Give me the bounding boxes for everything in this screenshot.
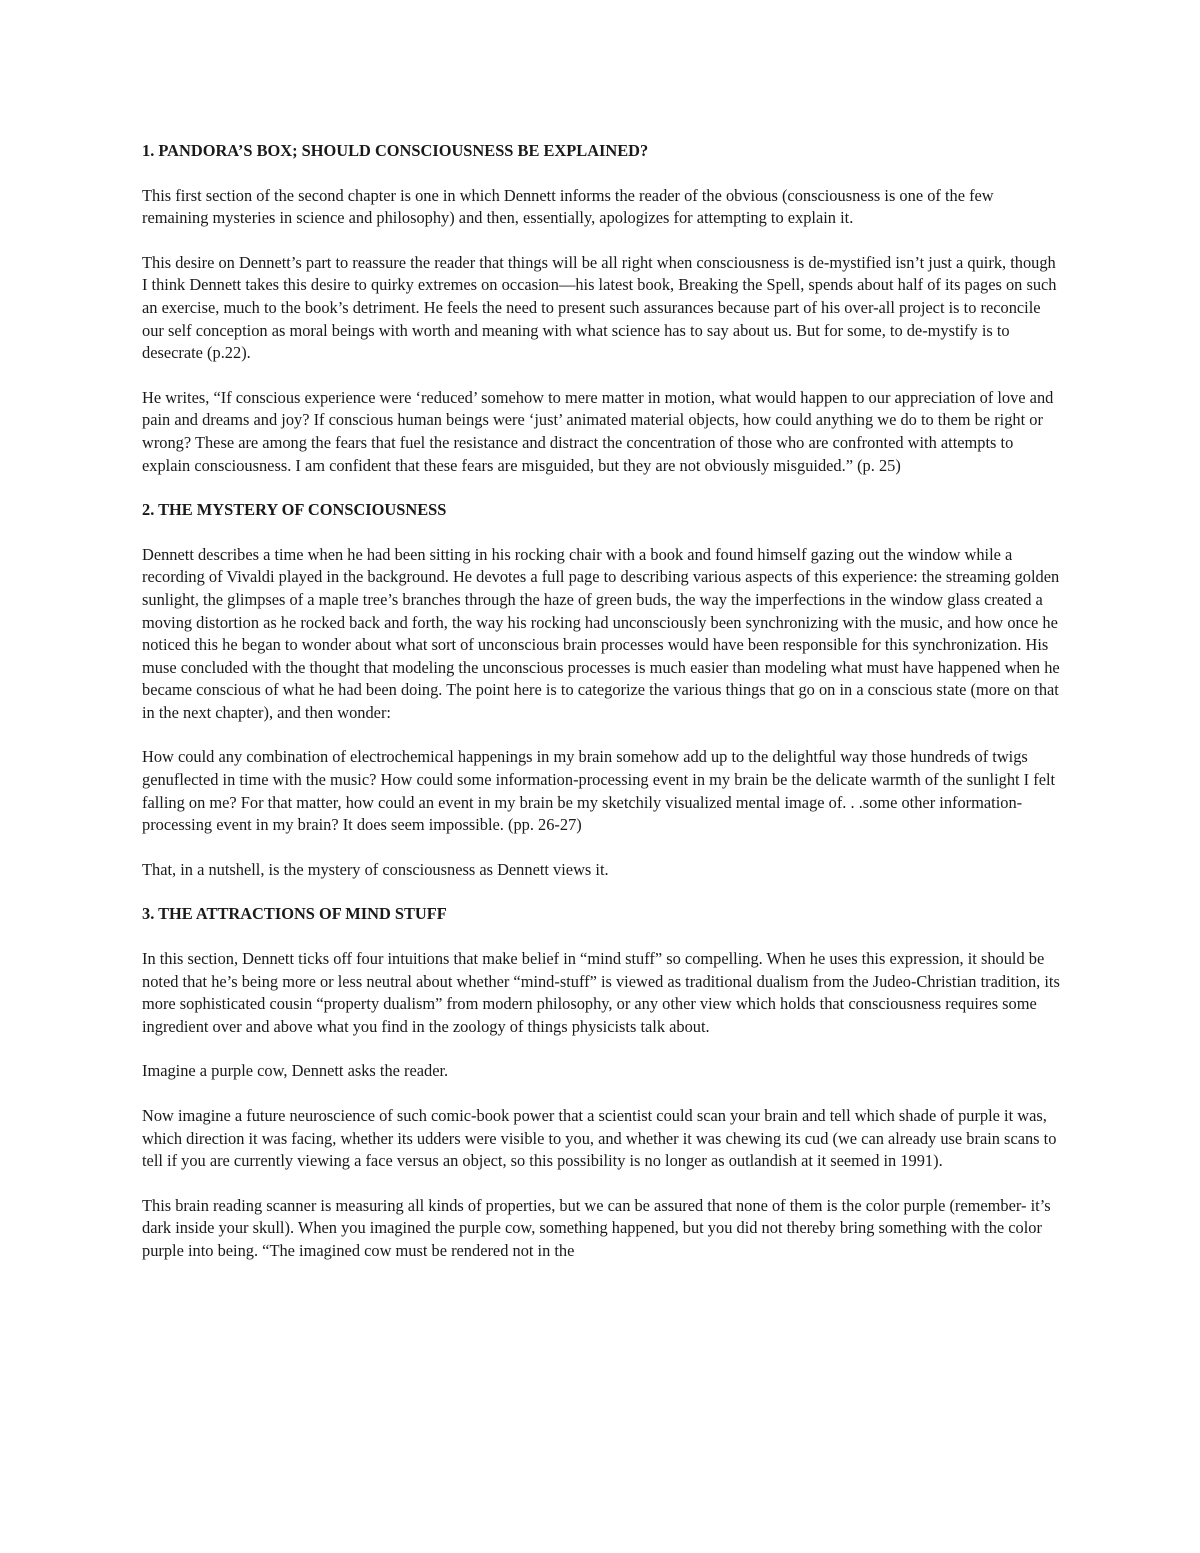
paragraph: This brain reading scanner is measuring all kinds of properties, but we can be assured that none of them is the color purple (remember- it’s dark inside your skull). When you imagined the purple cow, something happened, but you did not thereby bring something with the color purple into being. “The imagined cow must be rendered not in the	[142, 1195, 1051, 1260]
section-heading: 2. THE MYSTERY OF CONSCIOUSNESS	[142, 500, 447, 520]
paragraph: Dennett describes a time when he had been sitting in his rocking chair with a book and found himself gazing out the window while a recording of Vivaldi played in the background. He devotes a full page to describing various aspects of this experience: the streaming golden sunlight, the glimpses of a maple tree’s branches through the haze of green buds, the way the imperfections in the window glass created a moving distortion as he rocked back and forth, the way his rocking had unconsciously been synchronizing with the music, and how once he noticed this he began to wonder about what sort of unconscious brain processes would have been responsible for this synchronization. His muse concluded with the thought that modeling the unconscious processes is much easier than modeling what must have happened when he became conscious of what he had been doing. The point here is to categorize the various things that go on in a conscious state (more on that in the next chapter), and then wonder:	[142, 544, 1060, 722]
quote-paragraph: How could any combination of electrochemical happenings in my brain somehow add up to the delightful way those hundreds of twigs genuflected in time with the music? How could some information-processing event in my brain be the delicate warmth of the sunlight I felt falling on me? For that matter, how could an event in my brain be my sketchily visualized mental image of. . .some other information-processing event in my brain? It does seem impossible. (pp. 26-27)	[142, 747, 1056, 835]
paragraph: He writes, “If conscious experience were ‘reduced’ somehow to mere matter in motion, what would happen to our appreciation of love and pain and dreams and joy? If conscious human beings were ‘just’ animated material objects, how could anything we do to them be right or wrong? These are among the fears that fuel the resistance and distract the concentration of those who are confronted with attempts to explain consciousness. I am confident that these fears are misguided, but they are not obviously misguided.” (p. 25)	[142, 387, 1054, 475]
section-pandoras-box	[142, 140, 1062, 477]
paragraph: In this section, Dennett ticks off four intuitions that make belief in “mind stuff” so compelling. When he uses this expression, it should be noted that he’s being more or less neutral about whether “mind-stuff” is viewed as traditional dualism from the Judeo-Christian tradition, its more sophisticated cousin “property dualism” from modern philosophy, or any other view which holds that consciousness requires some ingredient over and above what you find in the zoology of things physicists talk about.	[142, 949, 1060, 1036]
paragraph: Imagine a purple cow, Dennett asks the reader.	[142, 1061, 449, 1081]
section-mystery-of-consciousness	[142, 499, 1062, 881]
paragraph: Now imagine a future neuroscience of such comic-book power that a scientist could scan your brain and tell which shade of purple it was, which direction it was facing, whether its udders were visible to you, and whether it was chewing its cud (we can already use brain scans to tell if you are currently viewing a face versus an object, so this possibility is no longer as outlandish at it seemed in 1991).	[142, 1106, 1057, 1171]
paragraph: This desire on Dennett’s part to reassure the reader that things will be all right when consciousness is de-mystified isn’t just a quirk, though I think Dennett takes this desire to quirky extremes on occasion—his latest book, Breaking the Spell, spends about half of its pages on such an exercise, much to the book’s detriment. He feels the need to present such assurances because part of his over-all project is to reconcile our self conception as moral beings with worth and meaning with what science has to say about us. But for some, to de-mystify is to desecrate (p.22).	[142, 252, 1057, 363]
section-heading: 1. PANDORA’S BOX; SHOULD CONSCIOUSNESS BE EXPLAINED?	[142, 141, 649, 160]
paragraph: This first section of the second chapter is one in which Dennett informs the reader of the obvious (consciousness is one of the few remaining mysteries in science and philosophy) and then, essentially, apologizes for attempting to explain it.	[142, 185, 994, 228]
paragraph: That, in a nutshell, is the mystery of consciousness as Dennett views it.	[142, 859, 609, 879]
section-attractions-of-mind-stuff	[142, 903, 1062, 1262]
document-page	[142, 140, 1062, 1285]
section-heading: 3. THE ATTRACTIONS OF MIND STUFF	[142, 904, 447, 924]
